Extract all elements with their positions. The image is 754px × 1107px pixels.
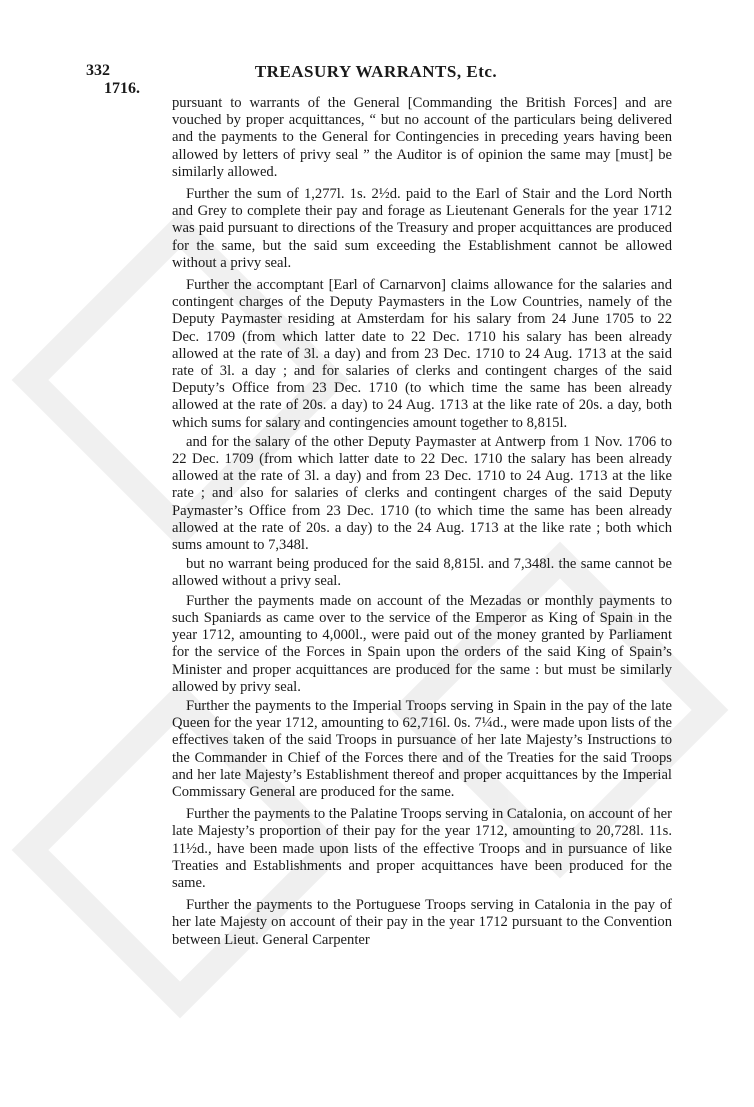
body-text — [172, 95, 672, 954]
paragraph: Further the accomptant [Earl of Carnarvon] claims allowance for the salaries and contingent charges of the Deputy Paymasters in the Low Countries, namely of the Deputy Paymaster residing at Amsterdam for his salary from 24 June 1705 to 22 Dec. 1709 (from which latter date to 22 Dec. 1710 his salary has been already allowed at the rate of 3l. a day) and from 23 Dec. 1710 to 24 Aug. 1713 at the said rate of 3l. a day ; and for salaries of clerks and contingent charges of the said Deputy’s Office from 23 Dec. 1710 (to which time the same has been already allowed at the rate of 20s. a day) to 24 Aug. 1713 at the like rate of 20s. a day, both which sums for salary and contingencies amount together to 8,815l. — [172, 277, 672, 431]
paragraph: Further the payments to the Palatine Troops serving in Catalonia, on account of her late Majesty’s proportion of their pay for the year 1712, amounting to 20,728l. 11s. 11½d., have been made upon lists of the effective Troops and in pursuance of like Treaties and Establishments and proper acquittances have been produced for the same. — [172, 806, 672, 891]
paragraph: Further the payments made on account of the Mezadas or monthly payments to such Spaniards as came over to the service of the Emperor as King of Spain in the year 1712, amounting to 4,000l., were paid out of the money granted by Parliament for the service of the Forces in Spain upon the orders of the said King of Spain’s Minister and proper acquittances are produced for the same : but must be similarly allowed by privy seal. — [172, 592, 672, 695]
paragraph: but no warrant being produced for the said 8,815l. and 7,348l. the same cannot be allowed without a privy seal. — [172, 556, 672, 590]
paragraph: pursuant to warrants of the General [Commanding the British Forces] and are vouched by proper acquittances, “ but no account of the particulars being delivered and the payments to the General for Contingencies in preceding years having been allowed by letters of privy seal ” the Auditor is of opinion the same may [must] be similarly allowed. — [172, 95, 672, 180]
margin-year: 1716. — [104, 80, 140, 97]
page-number: 332 — [86, 62, 110, 79]
paragraph: and for the salary of the other Deputy Paymaster at Antwerp from 1 Nov. 1706 to 22 Dec. 1709 (from which latter date to 22 Dec. 1710 the salary has been already allowed at the rate of 3l. a day) and from 23 Dec. 1710 to 24 Aug. 1713 at the like rate ; and also for salaries of clerks and contingent charges of the said Deputy Paymaster’s Office from 23 Dec. 1710 (to which time the same has been already allowed at the rate of 20s. a day) to the 24 Aug. 1713 at the like rate ; both which sums amount to 7,348l. — [172, 433, 672, 554]
paragraph: Further the payments to the Imperial Troops serving in Spain in the pay of the late Queen for the year 1712, amounting to 62,716l. 0s. 7¼d., were made upon lists of the effectives taken of the said Troops in pursuance of her late Majesty’s Instructions to the Commander in Chief of the Forces there and of the Treaties for the said Troops and her late Majesty’s Establishment thereof and proper acquittances by the Imperial Commissary General are produced for the same. — [172, 697, 672, 800]
running-head: TREASURY WARRANTS, Etc. — [254, 62, 498, 81]
paragraph: Further the payments to the Portuguese Troops serving in Catalonia in the pay of her late Majesty on account of their pay in the year 1712 pursuant to the Convention between Lieut. General Carpenter — [172, 897, 672, 948]
paragraph: Further the sum of 1,277l. 1s. 2½d. paid to the Earl of Stair and the Lord North and Grey to complete their pay and forage as Lieutenant Generals for the year 1712 was paid pursuant to directions of the Treasury and proper acquittances are produced for the same, but the said sum exceeding the Establishment cannot be allowed without a privy seal. — [172, 186, 672, 271]
